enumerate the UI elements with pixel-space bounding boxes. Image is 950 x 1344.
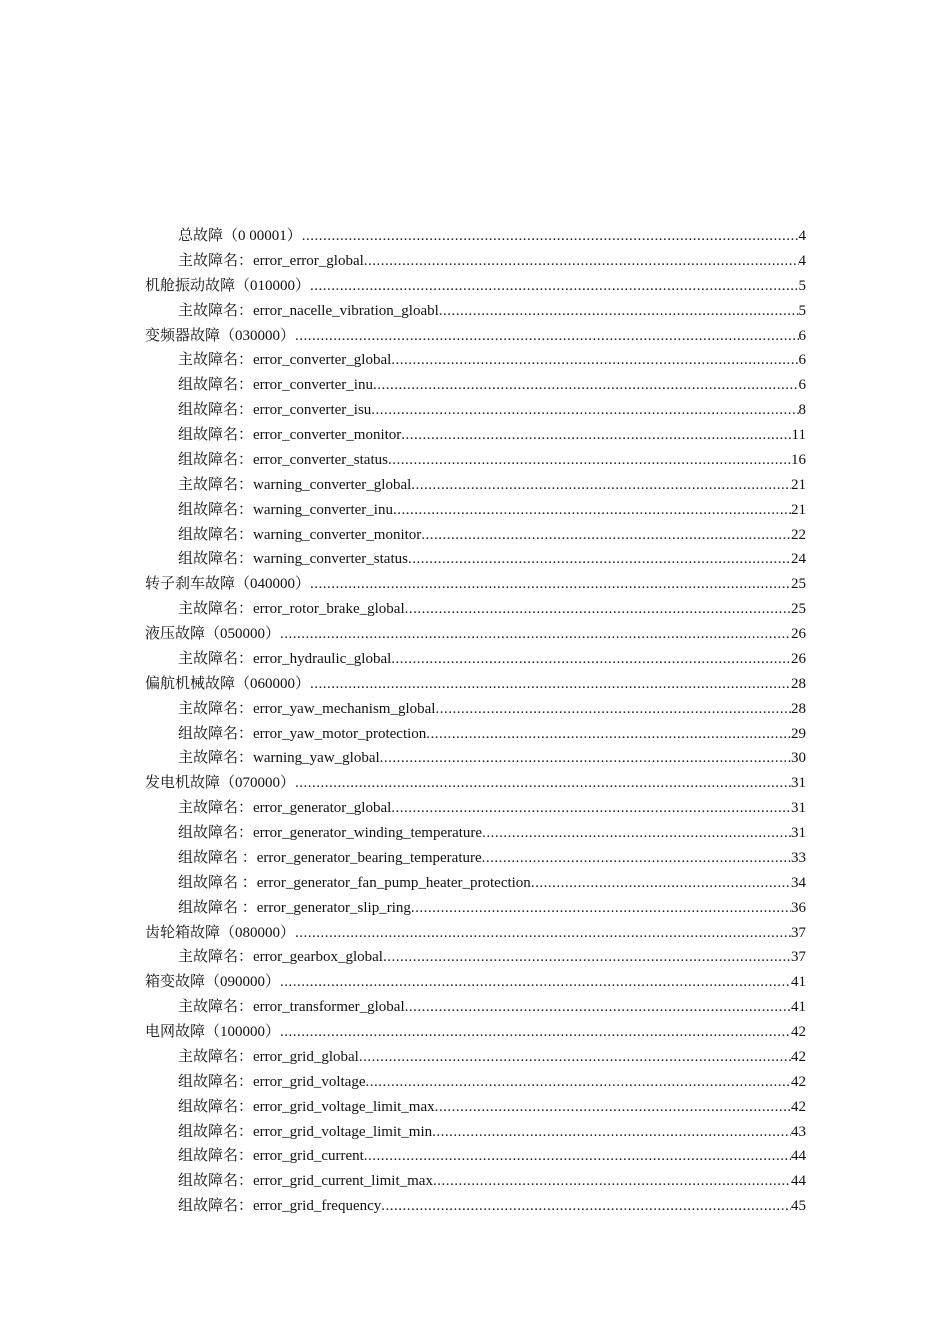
toc-leader-dots [435, 1095, 791, 1120]
toc-entry-label: warning_yaw_global [253, 750, 380, 767]
toc-entry-prefix: 组故障名： [178, 501, 254, 518]
toc-leader-dots [405, 995, 791, 1020]
toc-leader-dots [401, 423, 791, 448]
toc-leader-dots [531, 871, 791, 896]
toc-entry[interactable] [145, 448, 806, 473]
toc-leader-dots [310, 274, 798, 299]
toc-entry[interactable] [145, 249, 806, 274]
toc-page-number: 42 [791, 1098, 806, 1115]
toc-entry-label: error_error_global [253, 252, 364, 269]
toc-page-number: 22 [791, 526, 806, 543]
toc-page-number: 31 [791, 825, 806, 841]
toc-entry[interactable] [145, 647, 806, 672]
toc-entry[interactable] [145, 746, 806, 771]
toc-page-number: 45 [791, 1198, 806, 1215]
toc-entry[interactable] [145, 722, 806, 747]
toc-entry-label: error_grid_voltage [253, 1073, 366, 1090]
toc-leader-dots [426, 722, 791, 747]
toc-entry[interactable] [145, 1120, 806, 1145]
toc-page-number: 16 [791, 451, 806, 468]
toc-leader-dots [433, 1169, 791, 1194]
toc-page-number: 26 [791, 626, 806, 642]
toc-entry[interactable] [145, 871, 806, 896]
toc-leader-dots [405, 597, 791, 622]
toc-entry[interactable] [145, 995, 806, 1020]
toc-leader-dots [408, 547, 791, 572]
toc-entry[interactable] [145, 498, 806, 523]
toc-page-number: 41 [791, 999, 806, 1016]
toc-entry[interactable] [145, 796, 806, 821]
toc-leader-dots [391, 647, 791, 672]
toc-entry-prefix: 主故障名： [178, 1048, 254, 1065]
toc-page-number: 42 [791, 1024, 806, 1040]
toc-page-number: 4 [798, 252, 806, 269]
toc-entry[interactable] [145, 821, 806, 846]
toc-entry[interactable] [145, 274, 806, 299]
toc-leader-dots [421, 523, 791, 548]
toc-entry-label: 齿轮箱故障（080000） [145, 924, 296, 941]
toc-entry[interactable] [145, 473, 806, 498]
toc-leader-dots [393, 498, 791, 523]
toc-entry-prefix: 主故障名： [178, 302, 254, 319]
toc-leader-dots [391, 796, 791, 821]
toc-page-number: 34 [791, 874, 806, 891]
toc-entry-prefix: 组故障名： [178, 427, 254, 443]
toc-entry-label: error_generator_winding_temperature [253, 825, 483, 841]
toc-leader-dots [439, 299, 799, 324]
toc-entry[interactable] [145, 1194, 806, 1219]
toc-entry[interactable] [145, 572, 806, 597]
toc-page-number: 31 [791, 800, 806, 817]
toc-entry-prefix: 主故障名： [178, 999, 254, 1016]
toc-leader-dots [295, 771, 791, 796]
toc-entry-label: error_yaw_mechanism_global [253, 700, 436, 717]
toc-entry-prefix: 组故障名： [178, 1073, 254, 1090]
toc-page-number: 33 [791, 849, 806, 866]
toc-leader-dots [411, 473, 791, 498]
toc-entry-label: warning_converter_status [253, 551, 408, 568]
toc-page-number: 6 [798, 327, 806, 344]
toc-page-number: 37 [791, 924, 806, 941]
toc-entry-prefix: 组故障名： [178, 551, 254, 568]
toc-entry-prefix: 组故障名： [178, 451, 254, 468]
toc-entry-prefix: 组故障名： [178, 1173, 254, 1190]
toc-entry[interactable] [145, 398, 806, 423]
toc-entry-prefix: 组故障名： [178, 377, 254, 394]
toc-page-number: 43 [791, 1123, 806, 1140]
toc-entry-label: error_nacelle_vibration_gloabl [253, 302, 439, 319]
toc-page-number: 31 [791, 775, 806, 792]
toc-entry[interactable] [145, 348, 806, 373]
toc-page-number: 28 [791, 700, 806, 717]
toc-page-number: 28 [791, 675, 806, 692]
toc-entry-prefix: 组故障名： [178, 526, 254, 543]
toc-entry-label: error_rotor_brake_global [253, 601, 405, 618]
toc-entry[interactable] [145, 224, 806, 249]
toc-entry-label: 偏航机械故障（060000） [145, 675, 311, 692]
toc-entry-label: error_grid_global [253, 1048, 359, 1065]
toc-entry[interactable] [145, 1095, 806, 1120]
toc-entry[interactable] [145, 970, 806, 995]
toc-entry-label: error_hydraulic_global [253, 650, 392, 667]
toc-entry-label: warning_converter_monitor [253, 526, 422, 543]
toc-page-number: 5 [798, 277, 806, 294]
toc-entry-label: error_generator_bearing_temperature [256, 849, 482, 866]
toc-leader-dots [380, 746, 791, 771]
toc-entry[interactable] [145, 324, 806, 349]
toc-leader-dots [482, 846, 791, 871]
toc-entry-prefix: 主故障名： [178, 800, 254, 817]
toc-entry-prefix: 主故障名： [178, 750, 254, 767]
toc-page-number: 29 [791, 725, 806, 742]
toc-entry-label: error_yaw_motor_protection [253, 725, 427, 742]
toc-leader-dots [310, 672, 791, 697]
toc-entry[interactable] [145, 846, 806, 871]
toc-entry-label: error_generator_fan_pump_heater_protection [256, 874, 531, 891]
toc-entry-label: error_converter_global [253, 352, 392, 369]
toc-entry-label: warning_converter_global [253, 476, 412, 493]
toc-entry[interactable] [145, 622, 806, 647]
toc-entry[interactable] [145, 1169, 806, 1194]
toc-entry-prefix: 组故障名 ： [178, 899, 257, 916]
toc-entry-prefix: 主故障名： [178, 700, 254, 717]
toc-entry-label: 变频器故障（030000） [145, 327, 296, 344]
toc-page-number: 30 [791, 750, 806, 767]
toc-entry[interactable] [145, 896, 806, 921]
toc-page-number: 37 [791, 949, 806, 966]
toc-leader-dots [432, 1120, 791, 1145]
toc-entry-label: error_grid_voltage_limit_min [253, 1123, 433, 1140]
toc-page-number: 21 [791, 501, 806, 518]
toc-entry[interactable] [145, 945, 806, 970]
toc-entry-label: 发电机故障（070000） [145, 775, 296, 792]
toc-leader-dots [371, 398, 798, 423]
toc-entry-prefix: 主故障名： [178, 476, 254, 493]
toc-leader-dots [359, 1045, 791, 1070]
toc-entry[interactable] [145, 921, 806, 946]
toc-entry-prefix: 组故障名： [178, 1148, 254, 1165]
toc-page-number: 44 [791, 1148, 806, 1165]
toc-leader-dots [365, 1070, 791, 1095]
toc-leader-dots [295, 324, 798, 349]
toc-entry-prefix: 组故障名 ： [178, 849, 257, 866]
toc-entry-prefix: 主故障名： [178, 352, 254, 369]
toc-leader-dots [364, 1144, 791, 1169]
toc-entry-label: error_transformer_global [253, 999, 405, 1016]
toc-page-number: 8 [798, 402, 806, 419]
toc-leader-dots [435, 697, 791, 722]
toc-entry-label: error_generator_slip_ring [256, 899, 411, 916]
toc-entry-label: 箱变故障（090000） [145, 974, 281, 991]
toc-page-number: 6 [798, 377, 806, 394]
toc-page-number: 24 [791, 551, 806, 568]
toc-leader-dots [373, 373, 799, 398]
toc-entry[interactable] [145, 1020, 806, 1045]
toc-entry-label: 转子刹车故障（040000） [145, 576, 311, 593]
toc-entry-label: 机舱振动故障（010000） [145, 277, 311, 294]
toc-entry[interactable] [145, 523, 806, 548]
toc-entry[interactable] [145, 1144, 806, 1169]
toc-entry-prefix: 主故障名： [178, 949, 254, 966]
toc-leader-dots [310, 572, 791, 597]
toc-entry-prefix: 组故障名： [178, 825, 254, 841]
toc-entry-label: error_converter_isu [253, 402, 372, 419]
table-of-contents [145, 224, 806, 1219]
toc-entry[interactable] [145, 299, 806, 324]
toc-entry-prefix: 组故障名： [178, 1198, 254, 1215]
toc-entry[interactable] [145, 771, 806, 796]
toc-page-number: 4 [798, 228, 806, 244]
toc-page-number: 41 [791, 974, 806, 991]
toc-leader-dots [411, 896, 791, 921]
toc-entry-label: 液压故障（050000） [145, 626, 281, 642]
toc-page-number: 36 [791, 899, 806, 916]
toc-leader-dots [391, 348, 798, 373]
toc-page-number: 42 [791, 1073, 806, 1090]
toc-entry-prefix: 组故障名： [178, 1123, 254, 1140]
toc-leader-dots [482, 821, 791, 846]
toc-page-number: 25 [791, 576, 806, 593]
toc-page-number: 5 [798, 302, 806, 319]
toc-entry-label: error_converter_status [253, 451, 388, 468]
toc-entry-label: 电网故障（100000） [145, 1024, 281, 1040]
toc-entry-label: error_generator_global [253, 800, 392, 817]
toc-entry-prefix: 主故障名： [178, 650, 254, 667]
toc-entry[interactable] [145, 423, 806, 448]
toc-leader-dots [302, 224, 799, 249]
toc-entry[interactable] [145, 597, 806, 622]
toc-page-number: 6 [798, 352, 806, 369]
toc-page-number: 25 [791, 601, 806, 618]
toc-entry[interactable] [145, 697, 806, 722]
toc-entry-label: warning_converter_inu [253, 501, 393, 518]
toc-entry-prefix: 主故障名： [178, 252, 254, 269]
toc-leader-dots [383, 945, 791, 970]
toc-page-number: 11 [791, 427, 806, 443]
toc-leader-dots [388, 448, 791, 473]
toc-entry-label: error_grid_voltage_limit_max [253, 1098, 435, 1115]
toc-leader-dots [280, 1020, 791, 1045]
toc-entry[interactable] [145, 672, 806, 697]
toc-entry-prefix: 组故障名： [178, 725, 254, 742]
toc-entry[interactable] [145, 373, 806, 398]
toc-entry-prefix: 组故障名： [178, 402, 254, 419]
toc-entry-prefix: 组故障名： [178, 1098, 254, 1115]
toc-page-number: 42 [791, 1048, 806, 1065]
toc-entry-label: error_gearbox_global [253, 949, 383, 966]
toc-entry-label: error_converter_inu [253, 377, 373, 394]
toc-entry-label: error_grid_current [253, 1148, 364, 1165]
toc-page-number: 44 [791, 1173, 806, 1190]
toc-leader-dots [381, 1194, 791, 1219]
toc-entry[interactable] [145, 1070, 806, 1095]
toc-page-number: 26 [791, 650, 806, 667]
toc-leader-dots [364, 249, 799, 274]
toc-leader-dots [295, 921, 791, 946]
toc-entry-label: error_converter_monitor [253, 427, 402, 443]
toc-leader-dots [280, 970, 791, 995]
toc-entry-prefix: 主故障名： [178, 601, 254, 618]
toc-entry[interactable] [145, 547, 806, 572]
toc-leader-dots [280, 622, 791, 647]
toc-entry-label: 总故障（0 00001） [178, 228, 302, 244]
toc-entry-label: error_grid_frequency [253, 1198, 382, 1215]
toc-entry-label: error_grid_current_limit_max [253, 1173, 433, 1190]
toc-entry[interactable] [145, 1045, 806, 1070]
toc-entry-prefix: 组故障名 ： [178, 874, 257, 891]
toc-page-number: 21 [791, 476, 806, 493]
